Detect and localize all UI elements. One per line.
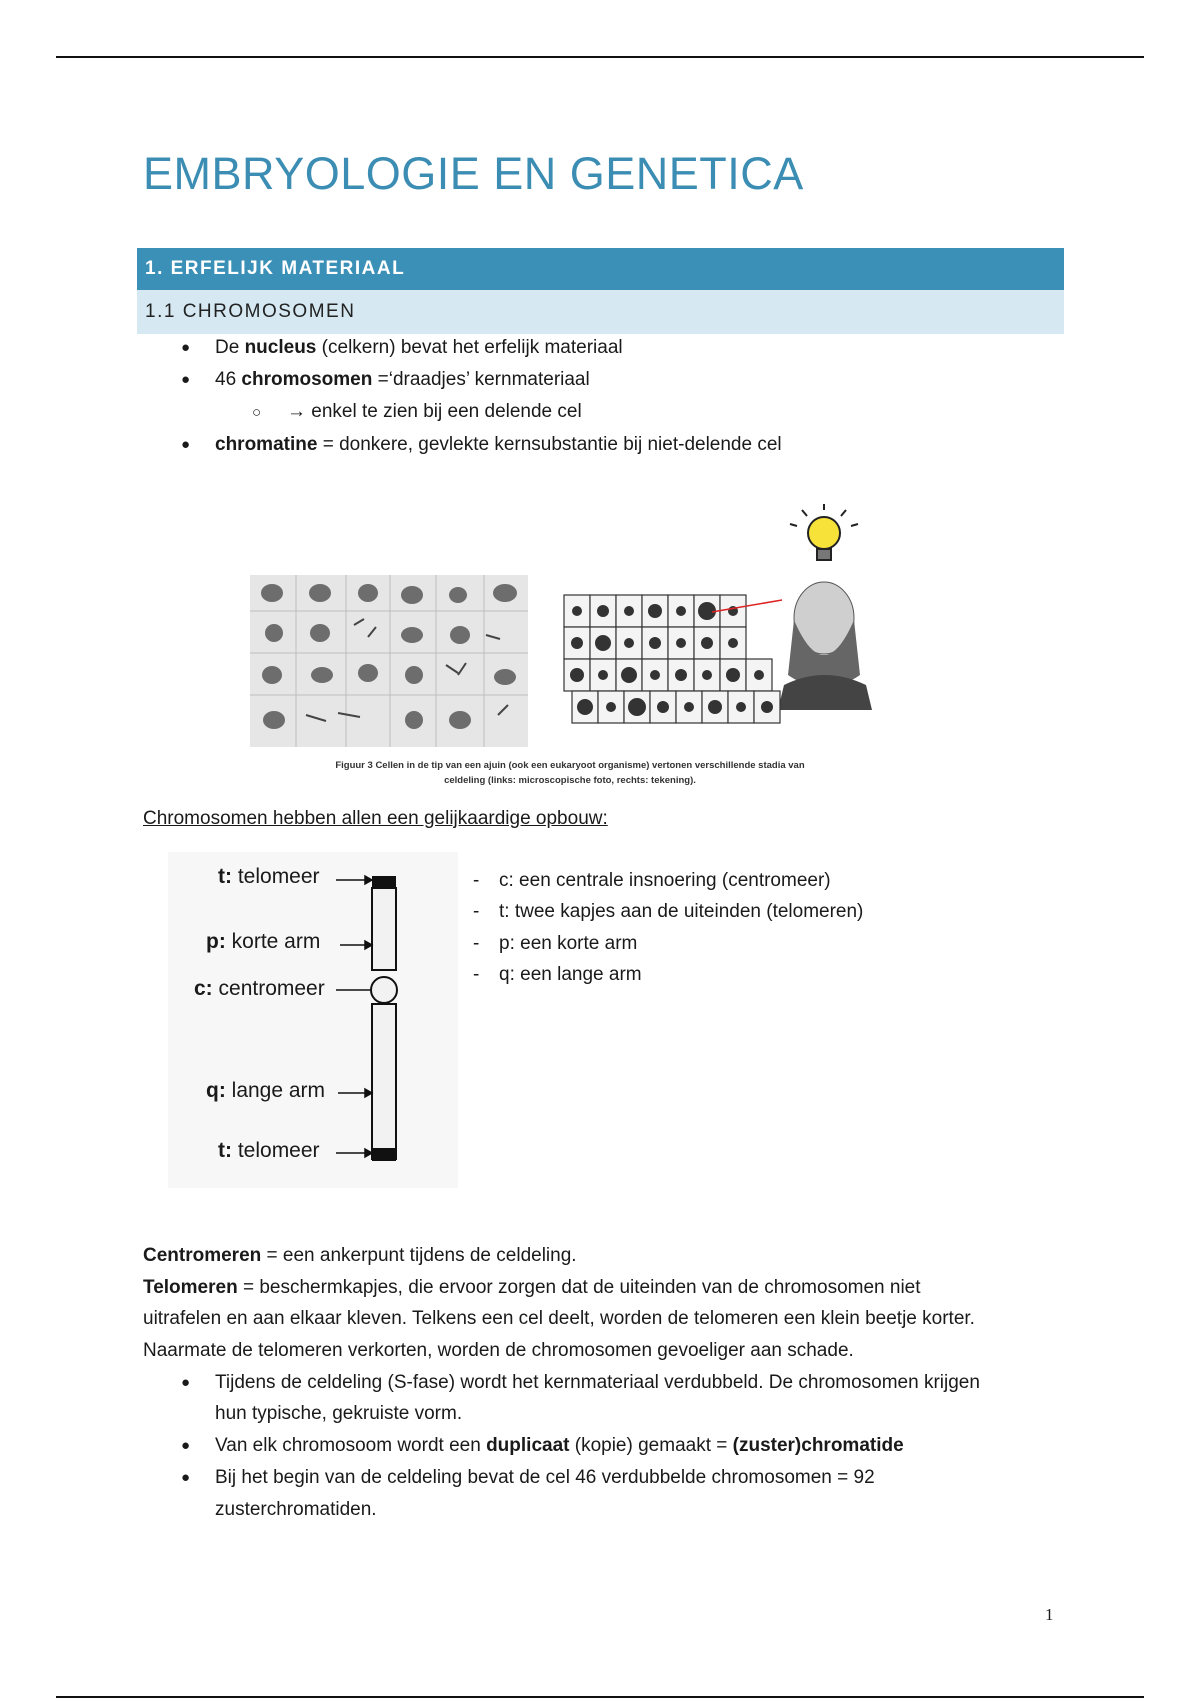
bullet-dot: ●: [181, 339, 191, 356]
page-number: 1: [1045, 1605, 1054, 1624]
paragraph-centromeren: Centromeren = een ankerpunt tijdens de celdeling.: [143, 1245, 577, 1266]
dash-item-text: p: een korte arm: [499, 933, 638, 954]
dash-item-text: t: twee kapjes aan de uiteinden (telomeren): [499, 901, 864, 922]
chromosome-diagram: [168, 852, 458, 1188]
label-centromere: c: centromeer: [194, 977, 325, 1000]
long-arm: [372, 1004, 396, 1159]
sub-bullet-text: → enkel te zien bij een delende cel: [287, 401, 582, 422]
label-telomere-bottom: t: telomeer: [218, 1139, 320, 1162]
dash-item-text: q: een lange arm: [499, 964, 642, 985]
bullet-dot: ●: [181, 1374, 191, 1391]
dash-item: -: [473, 901, 480, 922]
paragraph-telomeren: Telomeren = beschermkapjes, die ervoor zorgen dat de uiteinden van de chromosomen niet: [143, 1277, 921, 1298]
dash-item: -: [473, 933, 480, 954]
bullet-s-fase: Tijdens de celdeling (S-fase) wordt het kernmateriaal verdubbeld. De chromosomen krijgen: [215, 1372, 980, 1393]
sub-bullet-circle: ○: [252, 404, 262, 421]
paragraph-line: uitrafelen en aan elkaar kleven. Telkens een cel deelt, worden de telomeren een klein beetje korter.: [143, 1308, 975, 1329]
bullet-nucleus: De nucleus (celkern) bevat het erfelijk materiaal: [215, 337, 623, 358]
figure-caption: Figuur 3 Cellen in de tip van een ajuin (ook een eukaryoot organisme) vertonen verschillende stadia van celdeling (links: microscopische foto, rechts: tekening).: [335, 760, 805, 786]
paragraph-line: Naarmate de telomeren verkorten, worden de chromosomen gevoeliger aan schade.: [143, 1340, 854, 1361]
label-long-arm: q: lange arm: [206, 1079, 326, 1102]
section-heading-1: 1. ERFELIJK MATERIAAL: [137, 248, 1064, 290]
dash-item-text: c: een centrale insnoering (centromeer): [499, 870, 831, 891]
bullet-chromosomen: 46 chromosomen =‘draadjes’ kernmateriaal: [215, 369, 590, 390]
label-telomere-top: t: telomeer: [218, 865, 320, 888]
section-heading-1-1: 1.1 CHROMOSOMEN: [137, 290, 1064, 334]
microscope-photo: [250, 575, 528, 747]
bullet-chromatine: chromatine = donkere, gevlekte kernsubstantie bij niet-delende cel: [215, 434, 782, 455]
dash-item: -: [473, 964, 480, 985]
label-short-arm: p: korte arm: [206, 930, 321, 953]
telomere-top: [372, 876, 396, 888]
short-arm: [372, 888, 396, 970]
bullet-dot: ●: [181, 436, 191, 453]
telomere-bottom: [372, 1148, 396, 1161]
bullet-dot: ●: [181, 1437, 191, 1454]
top-rule: [56, 56, 1144, 58]
bullet-dot: ●: [181, 1469, 191, 1486]
bullet-92: Bij het begin van de celdeling bevat de cel 46 verdubbelde chromosomen = 92: [215, 1467, 875, 1488]
bullet-92-cont: zusterchromatiden.: [215, 1499, 377, 1520]
bottom-rule: [56, 1696, 1144, 1698]
bullet-duplicaat: Van elk chromosoom wordt een duplicaat (kopie) gemaakt = (zuster)chromatide: [215, 1435, 904, 1456]
dash-item: -: [473, 870, 480, 891]
centromere: [371, 977, 397, 1003]
portrait-image: [778, 582, 872, 710]
structure-heading: Chromosomen hebben allen een gelijkaardige opbouw:: [143, 808, 608, 829]
cell-drawing: [552, 500, 872, 755]
lightbulb-icon: [790, 504, 858, 560]
bullet-dot: ●: [181, 371, 191, 388]
bullet-s-fase-cont: hun typische, gekruiste vorm.: [215, 1403, 463, 1424]
page-title: EMBRYOLOGIE EN GENETICA: [143, 148, 804, 199]
